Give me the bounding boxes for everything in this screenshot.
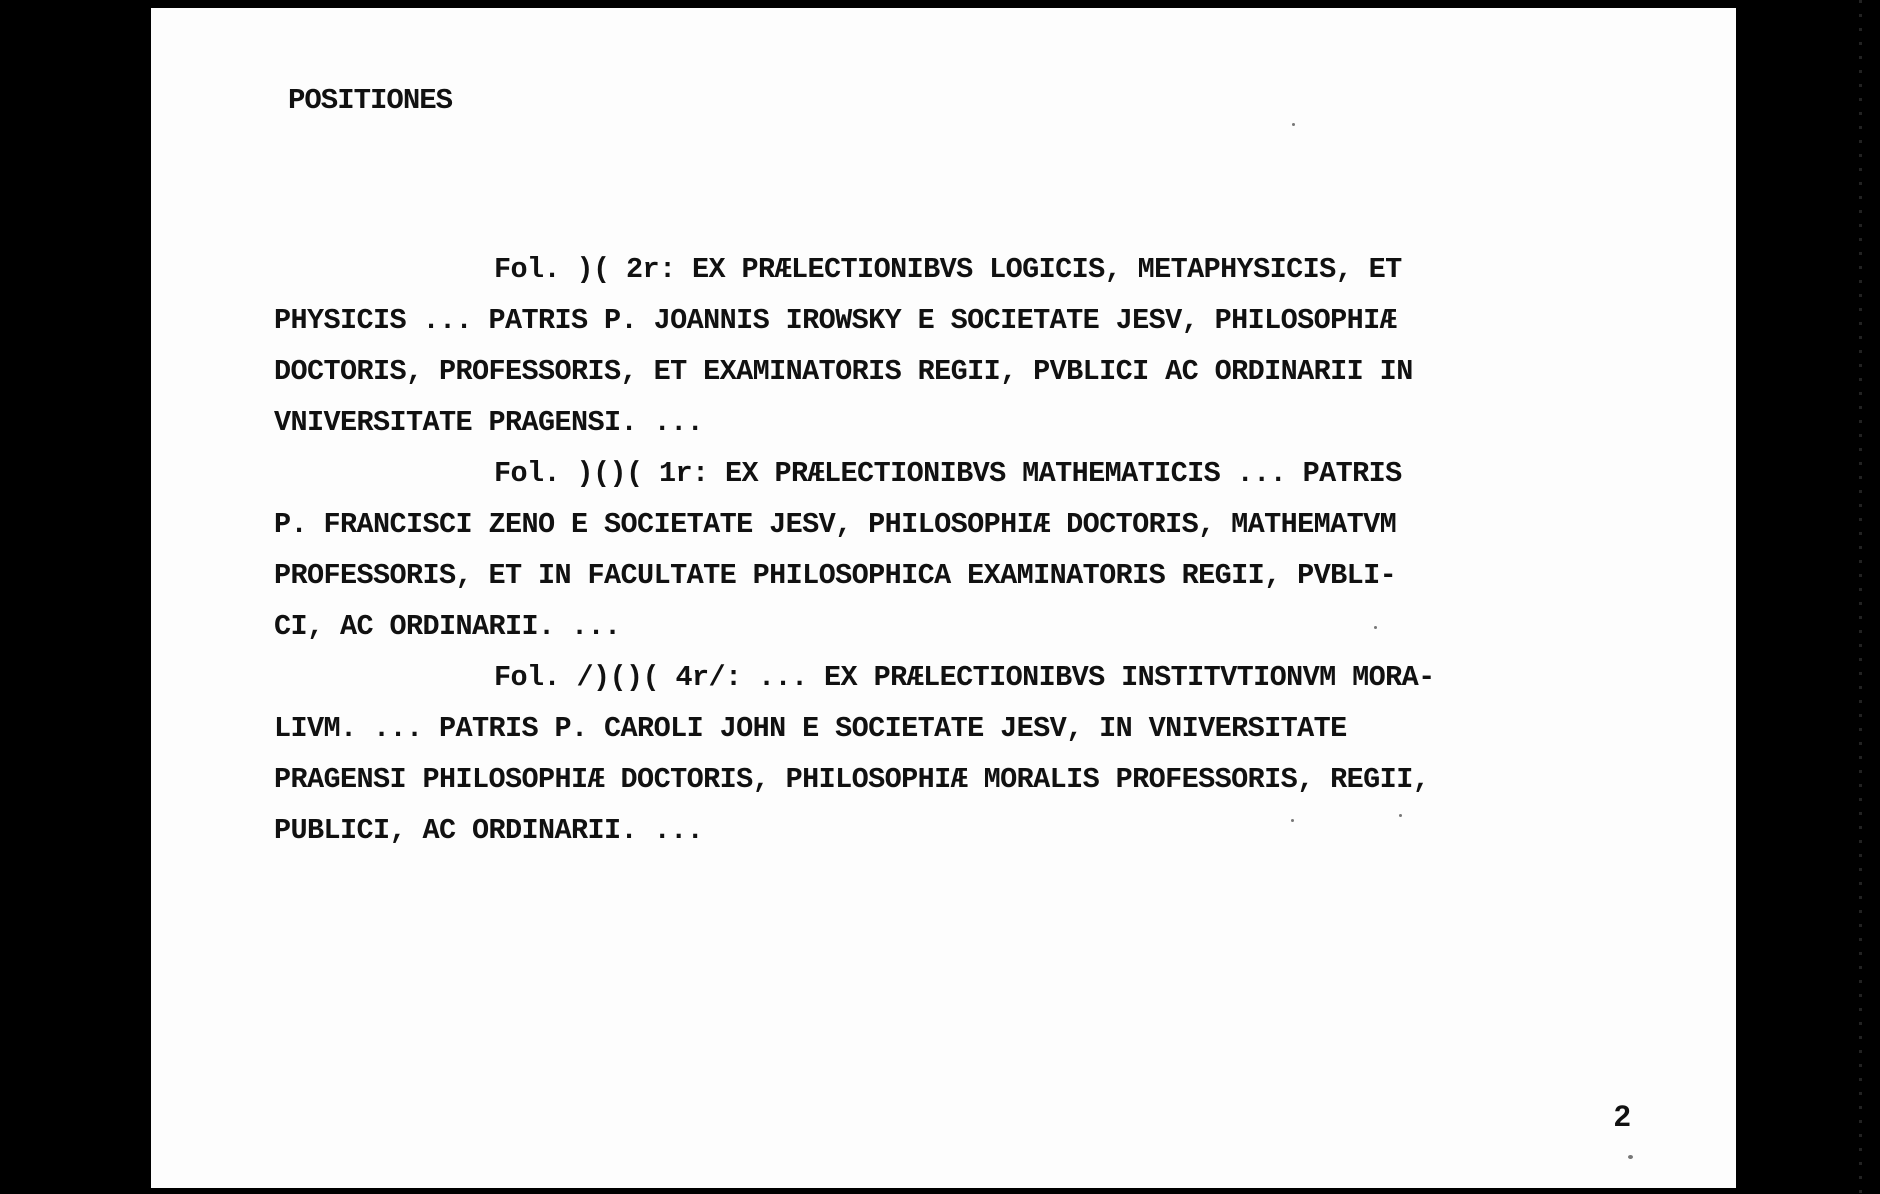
- page-heading: POSITIONES: [288, 84, 453, 117]
- page-number: 2: [1614, 1100, 1631, 1133]
- entry-line: Fol. /)()( 4r/: ... EX PRÆLECTIONIBVS INSTITVTIONVM MORA-: [494, 661, 1435, 694]
- entry-line: PROFESSORIS, ET IN FACULTATE PHILOSOPHICA EXAMINATORIS REGII, PVBLI-: [274, 559, 1397, 592]
- entry-line: Fol. )( 2r: EX PRÆLECTIONIBVS LOGICIS, METAPHYSICIS, ET: [494, 253, 1402, 286]
- scan-speck: [1292, 123, 1295, 126]
- scan-edge-noise: [1859, 0, 1862, 1194]
- scan-speck: [1291, 819, 1294, 822]
- scan-speck: [1374, 626, 1377, 629]
- entry-line: LIVM. ... PATRIS P. CAROLI JOHN E SOCIETATE JESV, IN VNIVERSITATE: [274, 712, 1347, 745]
- scan-speck: [1399, 814, 1402, 817]
- entries-list: [274, 244, 1714, 856]
- entry-line: DOCTORIS, PROFESSORIS, ET EXAMINATORIS REGII, PVBLICI AC ORDINARII IN: [274, 355, 1413, 388]
- entry-line: PHYSICIS ... PATRIS P. JOANNIS IROWSKY E SOCIETATE JESV, PHILOSOPHIÆ: [274, 304, 1397, 337]
- entry-line: VNIVERSITATE PRAGENSI. ...: [274, 406, 704, 439]
- entry-line: P. FRANCISCI ZENO E SOCIETATE JESV, PHILOSOPHIÆ DOCTORIS, MATHEMATVM: [274, 508, 1397, 541]
- document-page: [151, 8, 1736, 1188]
- entry-fol-2r: [274, 244, 1714, 448]
- entry-line: Fol. )()( 1r: EX PRÆLECTIONIBVS MATHEMATICIS ... PATRIS: [494, 457, 1402, 490]
- entry-line: CI, AC ORDINARII. ...: [274, 610, 621, 643]
- entry-line: PRAGENSI PHILOSOPHIÆ DOCTORIS, PHILOSOPHIÆ MORALIS PROFESSORIS, REGII,: [274, 763, 1430, 796]
- scan-speck: [1628, 1155, 1633, 1159]
- entry-fol-1r: [274, 448, 1714, 652]
- entry-line: PUBLICI, AC ORDINARII. ...: [274, 814, 704, 847]
- entry-fol-4r: [274, 652, 1714, 856]
